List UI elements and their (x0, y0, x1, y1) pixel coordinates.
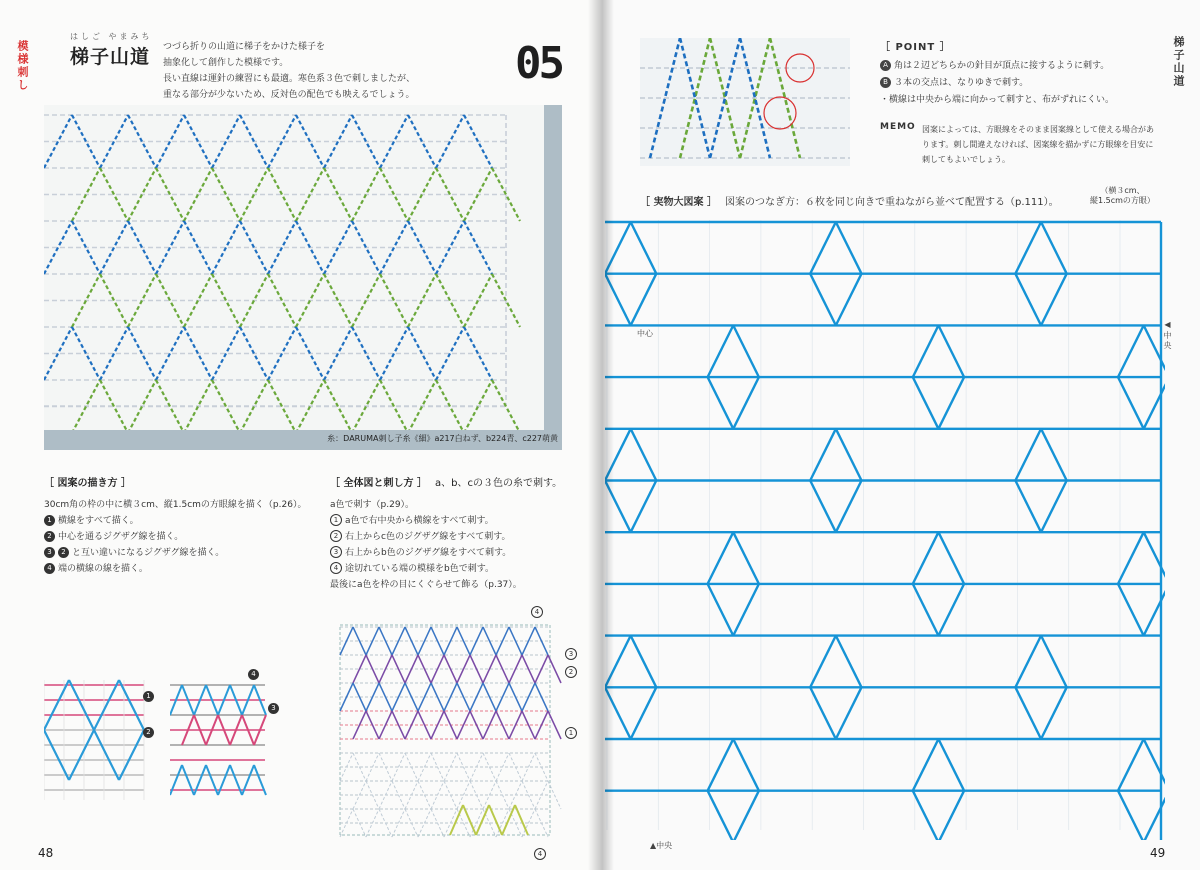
zigzag-line (733, 377, 759, 429)
zigzag-line (708, 532, 734, 584)
step-text: 右上からc色のジグザグ線をすべて刺す。 (345, 532, 511, 542)
step-text: a色で右中央から横線をすべて刺す。 (345, 516, 494, 526)
zigzag-line (457, 627, 470, 655)
zigzag-line (94, 680, 119, 730)
zigzag-line (631, 274, 657, 326)
zigzag-line (836, 636, 862, 688)
point-text: 角は２辺どちらかの針目が頂点に接するように刺す。 (894, 61, 1110, 71)
zigzag-line (457, 655, 470, 683)
zigzag-line (353, 753, 366, 781)
zigzag-line (1118, 325, 1144, 377)
full-marker-1 (565, 721, 580, 740)
zigzag-line (913, 377, 939, 429)
zigzag-line (631, 636, 657, 688)
zigzag-line (418, 627, 431, 655)
zigzag-line (733, 584, 759, 636)
pattern-title: 梯子山道 (70, 46, 151, 68)
zigzag-line (483, 683, 496, 711)
step-ref-marker: 2 (58, 547, 69, 558)
zigzag-stitch (436, 380, 464, 430)
zigzag-line (353, 627, 366, 655)
zigzag-line (836, 429, 862, 481)
zigzag-line (1118, 791, 1144, 840)
point-detail-stitches (640, 38, 850, 166)
zigzag-line (836, 274, 862, 326)
zigzag-line (94, 730, 119, 780)
zigzag-line (44, 730, 69, 780)
zigzag-line (708, 739, 734, 791)
zigzag-line (631, 687, 657, 739)
zigzag-stitch (128, 380, 156, 430)
stitched-pattern-photo (44, 105, 544, 430)
zigzag-line (522, 809, 535, 837)
point-detail-photo (640, 38, 850, 166)
zigzag-line (418, 781, 431, 809)
zigzag-line (810, 222, 836, 274)
stitch-order-section (330, 474, 590, 593)
draw-step (44, 561, 314, 577)
zigzag-line (913, 325, 939, 377)
intro-text (163, 39, 463, 103)
step-marker: 3 (44, 547, 55, 558)
zigzag-line (522, 655, 535, 683)
zigzag-line (733, 791, 759, 840)
page-number-right: 49 (1150, 846, 1166, 860)
zigzag-line (810, 274, 836, 326)
zigzag-line (483, 627, 496, 655)
fullsize-scale (1090, 186, 1155, 206)
stitch-step (330, 529, 590, 545)
zigzag-line (836, 222, 862, 274)
zigzag-line (418, 683, 431, 711)
draw-step (44, 529, 314, 545)
zigzag-stitch (72, 380, 100, 430)
how-to-draw-heading: ［ 図案の描き方 ］ (44, 478, 131, 489)
marker-badge: 3 (268, 703, 279, 714)
zigzag-line (913, 791, 939, 840)
zigzag-line (733, 739, 759, 791)
intro-line: つづら折りの山道に梯子をかけた様子を (163, 42, 326, 52)
zigzag-stitch (296, 380, 324, 430)
zigzag-line (69, 730, 94, 780)
zigzag-line (1015, 274, 1041, 326)
scale-line: （横３cm、 (1100, 186, 1145, 195)
full-marker-4-top (531, 600, 546, 619)
zigzag-line (522, 627, 535, 655)
zigzag-line (1015, 636, 1041, 688)
marker-badge: 1 (143, 691, 154, 702)
zigzag-line (1015, 481, 1041, 533)
fullsize-note: 図案のつなぎ方：６枚を同じ向きで重ねながら並べて配置する（p.111）。 (724, 197, 1059, 208)
zigzag-line (522, 781, 535, 809)
zigzag-line (548, 655, 561, 683)
zigzag-line (836, 481, 862, 533)
zigzag-stitch (156, 380, 184, 430)
zigzag-line (392, 809, 405, 837)
zigzag-line (810, 636, 836, 688)
zigzag-line (392, 753, 405, 781)
zigzag-line (913, 739, 939, 791)
zigzag-line (708, 377, 734, 429)
zigzag-line (119, 730, 144, 780)
zigzag-line (810, 429, 836, 481)
running-title: 梯子山道 (1172, 36, 1185, 88)
zigzag-line (1041, 274, 1067, 326)
diagram-steps-3-4 (170, 675, 270, 805)
step-marker: 1 (44, 515, 55, 526)
full-stitch-diagram (330, 615, 585, 860)
fullsize-title: ［ 実物大図案 ］ (640, 197, 717, 208)
full-marker-4-bottom (534, 842, 549, 861)
zigzag-stitch (464, 380, 492, 430)
zigzag-line (353, 809, 366, 837)
fullsize-heading (640, 193, 1059, 208)
marker-4 (248, 662, 262, 681)
point-badge-b: B (880, 77, 891, 88)
zigzag-line (522, 711, 535, 739)
stitch-order-intro: a色で刺す（p.29）。 (330, 500, 415, 510)
zigzag-line (938, 377, 964, 429)
step-marker: 1 (330, 514, 342, 526)
zigzag-line (457, 711, 470, 739)
zigzag-line (1041, 429, 1067, 481)
zigzag-line (392, 683, 405, 711)
zigzag-line (457, 753, 470, 781)
edge-zigzag (463, 805, 476, 835)
zigzag-line (733, 532, 759, 584)
draw-step (44, 513, 314, 529)
stitch-step (330, 545, 590, 561)
step-marker: 4 (44, 563, 55, 574)
zigzag-line (631, 429, 657, 481)
fullsize-pattern (605, 210, 1165, 840)
section-tab: 模様刺し (16, 40, 29, 92)
zigzag-stitch (184, 380, 212, 430)
marker-badge: 3 (565, 648, 577, 660)
zigzag-stitch (212, 380, 240, 430)
zigzag-line (938, 739, 964, 791)
zigzag-line (418, 753, 431, 781)
zigzag-line (938, 532, 964, 584)
zigzag-line (392, 711, 405, 739)
marker-badge: 2 (143, 727, 154, 738)
zigzag-line (392, 781, 405, 809)
point-text: 横線は中央から端に向かって刺すと、布がずれにくい。 (889, 95, 1115, 105)
zigzag-line (353, 683, 366, 711)
step-marker: 3 (330, 546, 342, 558)
zigzag-stitch (240, 380, 268, 430)
marker-1 (143, 684, 157, 703)
zigzag-line (353, 711, 366, 739)
full-marker-2 (565, 660, 580, 679)
zigzag-line (631, 222, 657, 274)
pattern-number: 05 (515, 38, 562, 89)
point-badge-a: A (880, 60, 891, 71)
marker-badge: 2 (565, 666, 577, 678)
stitch-step (330, 561, 590, 577)
zigzag-line (418, 655, 431, 683)
marker-3 (268, 696, 282, 715)
step-text: と互い違いになるジグザグ線を描く。 (72, 548, 225, 558)
label-mid-right: ◀中央 (1163, 320, 1172, 351)
stitch-step (330, 513, 590, 529)
label-mid-bottom: ▲中央 (650, 841, 673, 850)
page-number-left: 48 (38, 846, 54, 860)
step-text: 中心を通るジグザグ線を描く。 (58, 532, 184, 542)
zigzag-stitch (324, 380, 352, 430)
marker-badge: 4 (531, 606, 543, 618)
zigzag-line (938, 325, 964, 377)
step-marker: 2 (44, 531, 55, 542)
zigzag-stitch (352, 380, 380, 430)
zigzag-line (44, 680, 69, 730)
callout-circle-a (764, 97, 796, 129)
scale-line: 縦1.5cmの方眼） (1090, 196, 1155, 205)
zigzag-line (1041, 222, 1067, 274)
zigzag-line (1015, 222, 1041, 274)
step-text: 途切れている端の模様をb色で刺す。 (345, 564, 494, 574)
marker-2 (143, 720, 157, 739)
point-bullet: ・ (880, 95, 890, 105)
zigzag-line (1015, 429, 1041, 481)
zigzag-line (418, 809, 431, 837)
marker-badge: 4 (534, 848, 546, 860)
zigzag-line (119, 680, 144, 730)
marker-badge: 1 (565, 727, 577, 739)
zigzag-line (457, 683, 470, 711)
memo-label: MEMO (880, 122, 916, 132)
zigzag-line (483, 753, 496, 781)
point-heading: ［ POINT ］ (880, 42, 951, 53)
zigzag-line (353, 781, 366, 809)
zigzag-line (1118, 584, 1144, 636)
zigzag-line (708, 791, 734, 840)
intro-line: 重なる部分が少ないため、反対色の配色でも映えるでしょう。 (163, 90, 415, 100)
zigzag-line (353, 655, 366, 683)
point-list (880, 58, 1180, 109)
zigzag-line (1041, 636, 1067, 688)
zigzag-line (1041, 481, 1067, 533)
zigzag-line (483, 711, 496, 739)
zigzag-line (1041, 687, 1067, 739)
intro-line: 抽象化して創作した模様です。 (163, 58, 289, 68)
stitch-order-title: ［ 全体図と刺し方 ］ (330, 478, 427, 489)
step-marker: 2 (330, 530, 342, 542)
title-ruby: はしご やまみち (70, 32, 153, 41)
zigzag-line (1118, 739, 1144, 791)
zigzag-line (522, 683, 535, 711)
zigzag-stitch (100, 380, 128, 430)
memo-text: 図案によっては、方眼線をそのまま図案線として使える場合があります。刺し間違えなければ、図案線を描かずに方眼線を目安に刺してもよいでしょう。 (922, 125, 1154, 164)
zigzag-line (708, 584, 734, 636)
zigzag-line (708, 325, 734, 377)
zigzag-stitch (268, 380, 296, 430)
how-to-draw-intro: 30cm角の枠の中に横３cm、縦1.5cmの方眼線を描く（p.26）。 (44, 500, 307, 510)
zigzag-stitch (380, 380, 408, 430)
zigzag-line (938, 584, 964, 636)
photo-credit: 糸：DARUMA刺し子糸《細》a217白ねず、b224青、c227萌黄 (327, 434, 558, 443)
zigzag-stitch (408, 380, 436, 430)
step-text: 横線をすべて描く。 (58, 516, 139, 526)
zigzag-line (392, 655, 405, 683)
step-text: 右上からb色のジグザグ線をすべて刺す。 (345, 548, 512, 558)
step-text: 端の横線の線を描く。 (58, 564, 148, 574)
how-to-draw-section (44, 474, 314, 577)
stitch-order-heading (330, 474, 590, 489)
zigzag-line (836, 687, 862, 739)
zigzag-line (733, 325, 759, 377)
zigzag-line (1015, 687, 1041, 739)
zigzag-line (392, 627, 405, 655)
zigzag-line (483, 655, 496, 683)
point-item (880, 58, 1180, 75)
zigzag-line (1118, 377, 1144, 429)
zigzag-line (810, 687, 836, 739)
label-center: 中心 (637, 329, 653, 338)
full-marker-3 (565, 642, 580, 661)
zigzag-line (631, 481, 657, 533)
point-text: ３本の交点は、なりゆきで刺す。 (894, 78, 1029, 88)
zigzag-line (69, 680, 94, 730)
zigzag-line (913, 584, 939, 636)
intro-line: 長い直線は運針の練習にも最適。寒色系３色で刺しましたが、 (163, 74, 416, 84)
stitch-order-final: 最後にa色を枠の目にくぐらせて飾る（p.37）。 (330, 580, 522, 590)
zigzag-line (418, 711, 431, 739)
zigzag-line (810, 481, 836, 533)
zigzag-line (938, 791, 964, 840)
book-gutter (588, 0, 614, 870)
marker-badge: 4 (248, 669, 259, 680)
point-item (880, 92, 1180, 109)
point-item (880, 75, 1180, 92)
zigzag-line (522, 753, 535, 781)
step-marker: 4 (330, 562, 342, 574)
zigzag-line (913, 532, 939, 584)
zigzag-line (1118, 532, 1144, 584)
stitch-order-note: a、b、cの３色の糸で刺す。 (434, 478, 563, 489)
draw-step (44, 545, 314, 561)
